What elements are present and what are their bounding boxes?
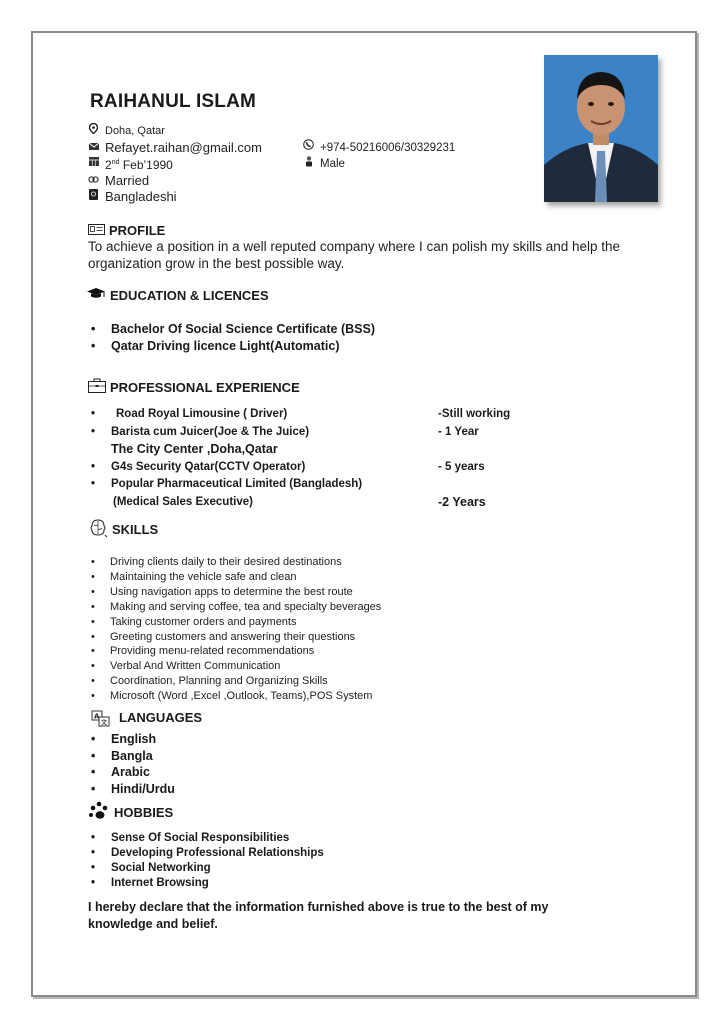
experience-item	[88, 459, 558, 477]
list-item: • Hindi/Urdu	[88, 781, 175, 798]
education-title: EDUCATION & LICENCES	[110, 287, 269, 303]
hobbies-heading	[88, 801, 173, 824]
briefcase-icon	[88, 378, 106, 396]
experience-role: Barista cum Juicer(Joe & The Juice)	[111, 425, 310, 438]
contact-left	[88, 123, 288, 206]
list-item: • Providing menu-related recommendations	[88, 644, 381, 659]
experience-role: Popular Pharmaceutical Limited (Bangladesh)	[111, 478, 363, 491]
experience-subrole: (Medical Sales Executive)	[113, 495, 253, 508]
paw-icon	[88, 801, 110, 824]
experience-role: G4s Security Qatar(CCTV Operator)	[111, 460, 306, 473]
list-item: • Sense Of Social Responsibilities	[88, 831, 324, 846]
phone-text: +974-50216006/30329231	[320, 141, 456, 154]
phone-icon	[303, 139, 314, 157]
profile-heading	[88, 222, 165, 238]
education-heading	[86, 287, 269, 303]
candidate-name: RAIHANUL ISLAM	[90, 91, 257, 112]
list-item: • Using navigation apps to determine the best route	[88, 585, 381, 600]
resume-page	[31, 31, 697, 997]
contact-right	[303, 140, 503, 173]
declaration-text: I hereby declare that the information furnished above is true to the best of my knowledge and belief.	[88, 900, 549, 931]
experience-duration: -2 Years	[438, 494, 486, 509]
rings-icon	[88, 173, 99, 190]
list-item: • Coordination, Planning and Organizing Skills	[88, 674, 381, 689]
list-item: • Greeting customers and answering their questions	[88, 630, 381, 645]
location-text: Doha, Qatar	[105, 125, 165, 137]
location-row	[88, 123, 288, 140]
skills-list	[88, 555, 381, 704]
experience-list	[88, 406, 558, 512]
gender-text: Male	[320, 158, 345, 170]
experience-location: The City Center ,Doha,Qatar	[111, 442, 278, 457]
experience-subrole-row	[88, 494, 558, 512]
marital-row	[88, 173, 288, 190]
experience-title: PROFESSIONAL EXPERIENCE	[110, 379, 300, 395]
skills-heading	[88, 518, 158, 541]
list-item: • Verbal And Written Communication	[88, 659, 381, 674]
portrait-image	[544, 55, 658, 202]
list-item: • English	[88, 731, 175, 748]
hobbies-title: HOBBIES	[114, 805, 174, 820]
nationality-row	[88, 189, 288, 206]
nationality-text: Bangladeshi	[105, 189, 177, 204]
dob-text: 2nd Feb’1990	[105, 158, 173, 172]
profile-text: To achieve a position in a well reputed company where I can polish my skills and help the organization grow in the best possible way.	[88, 239, 621, 271]
graduation-cap-icon	[86, 287, 106, 303]
profile-photo	[544, 55, 658, 202]
hobbies-list	[88, 831, 324, 891]
list-item: • Social Networking	[88, 861, 324, 876]
list-item: • Internet Browsing	[88, 876, 324, 891]
list-item: • Taking customer orders and payments	[88, 615, 381, 630]
translate-icon	[91, 705, 111, 730]
list-item: • Maintaining the vehicle safe and clean	[88, 570, 381, 585]
gender-row	[303, 156, 503, 173]
profile-title: PROFILE	[109, 222, 166, 238]
envelope-icon	[88, 140, 99, 157]
brain-icon	[88, 518, 108, 541]
dob-row	[88, 156, 288, 173]
email-link[interactable]: Refayet.raihan@gmail.com	[105, 139, 262, 155]
svg-text:文: 文	[101, 719, 108, 727]
experience-duration: -Still working	[438, 408, 511, 420]
languages-list	[88, 731, 175, 797]
experience-role: Road Royal Limousine ( Driver)	[116, 408, 288, 420]
svg-text:A: A	[94, 712, 100, 721]
list-item: • Bachelor Of Social Science Certificate (BSS)	[88, 321, 375, 338]
passport-icon	[88, 189, 99, 207]
experience-duration: - 1 Year	[438, 425, 479, 438]
list-item: • Bangla	[88, 748, 175, 765]
id-card-icon	[88, 222, 105, 238]
list-item: • Arabic	[88, 764, 175, 781]
experience-heading	[88, 378, 300, 396]
list-item: • Qatar Driving licence Light(Automatic)	[88, 338, 375, 355]
phone-row	[303, 140, 503, 157]
person-icon	[303, 156, 314, 174]
list-item: • Developing Professional Relationships	[88, 846, 324, 861]
list-item: • Making and serving coffee, tea and specialty beverages	[88, 600, 381, 615]
list-item: • Driving clients daily to their desired destinations	[88, 555, 381, 570]
location-pin-icon	[88, 123, 99, 141]
marital-text: Married	[105, 172, 150, 188]
experience-duration: - 5 years	[438, 460, 485, 473]
calendar-icon	[88, 156, 99, 173]
list-item: • Microsoft (Word ,Excel ,Outlook, Teams),POS System	[88, 689, 381, 704]
experience-item	[88, 424, 558, 442]
education-list	[88, 321, 375, 355]
experience-item	[88, 476, 558, 494]
skills-title: SKILLS	[112, 522, 159, 537]
experience-item	[88, 406, 558, 424]
languages-title: LANGUAGES	[119, 710, 203, 725]
email-row	[88, 140, 288, 157]
languages-heading	[91, 705, 202, 730]
